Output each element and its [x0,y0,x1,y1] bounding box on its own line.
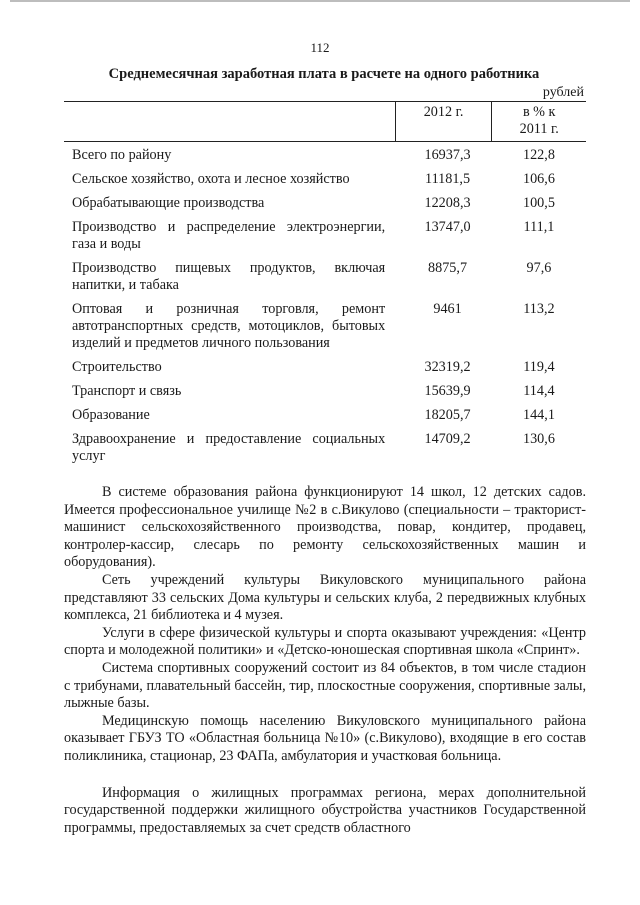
row-value-2012: 18205,7 [424,407,471,423]
row-label: Обрабатывающие производства [72,195,265,211]
body-paragraph: Медицинскую помощь населению Викуловского муниципального района оказывает ГБУЗ ТО «Областная больница №10» (с.Викулово), входящие в его состав поликлиника, стационар, 23 ФАПа, амбулатория и участковая больница. [64,712,586,764]
header-percent [492,102,586,142]
row-value-2012: 32319,2 [424,359,471,375]
row-label: Транспорт и связь [72,383,182,399]
top-edge-rule [10,0,630,2]
table-row [64,219,586,260]
body-paragraph: В системе образования района функционируют 14 школ, 12 детских садов. Имеется профессиональное училище №2 в с.Викулово (специальности – тракторист-машинист сельскохозяйственного производства, повар, кондитер, продавец, контролер-кассир, слесарь по ремонту сельскохозяйственных машин и оборудования). [64,484,586,571]
table-row [64,431,586,472]
row-label: Сельское хозяйство, охота и лесное хозяйство [72,171,350,187]
row-label: Образование [72,407,150,423]
salary-table [64,101,586,472]
table-row [64,171,586,195]
table-row [64,260,586,301]
row-label: Оптовая и розничная торговля, ремонт автотранспортных средств, мотоциклов, бытовых изделий и предметов личного пользования [72,301,386,351]
row-label: Производство пищевых продуктов, включая напитки, и табака [72,260,386,293]
row-percent-2011: 111,1 [523,219,555,235]
row-percent-2011: 130,6 [522,431,555,447]
page-number: 112 [310,40,330,55]
salary-table-container [64,101,586,472]
row-value-2012: 12208,3 [424,195,471,211]
table-row [64,359,586,383]
table-header-row [64,102,586,142]
row-percent-2011: 144,1 [522,407,555,423]
table-row [64,383,586,407]
table-row [64,407,586,431]
row-value-2012: 16937,3 [424,147,471,163]
row-value-2012: 11181,5 [425,171,471,187]
table-body [64,142,586,473]
body-paragraph: Информация о жилищных программах региона, мерах дополнительной государственной поддержки жилищного обустройства участников Государственной программы, предоставляемых за счет средств областного [64,784,586,836]
row-percent-2011: 119,4 [523,359,555,375]
table-units: рублей [542,85,584,100]
row-value-2012: 15639,9 [424,383,471,399]
row-percent-2011: 122,8 [522,147,555,163]
row-percent-2011: 106,6 [522,171,555,187]
body-text [64,484,586,837]
body-paragraph: Система спортивных сооружений состоит из 84 объектов, в том числе стадион с трибунами, плавательный бассейн, тир, плоскостные сооружения, спортивные залы, лыжные базы. [64,659,586,712]
table-row [64,142,586,172]
row-percent-2011: 114,4 [523,383,555,399]
header-percent-line2: 2011 г. [519,121,559,137]
row-value-2012: 8875,7 [428,260,468,276]
body-paragraph: Сеть учреждений культуры Викуловского муниципального района представляют 33 сельских Дома культуры и сельских клуба, 2 передвижных клубных комплекса, 21 библиотека и 4 музея. [64,571,586,624]
header-blank-cell [64,102,395,142]
table-title: Среднемесячная заработная плата в расчете на одного работника [108,66,540,82]
row-label: Строительство [72,359,162,375]
row-value-2012: 14709,2 [424,431,471,447]
row-label: Здравоохранение и предоставление социальных услуг [72,431,386,464]
body-paragraph: Услуги в сфере физической культуры и спорта оказывают учреждения: «Центр спорта и молодежной политики» и «Детско-юношеская спортивная школа «Спринт». [64,624,586,659]
row-percent-2011: 100,5 [522,195,555,211]
row-label: Всего по району [72,147,172,163]
row-value-2012: 9461 [433,301,462,317]
row-percent-2011: 97,6 [526,260,552,276]
row-value-2012: 13747,0 [424,219,471,235]
row-label: Производство и распределение электроэнергии, газа и воды [72,219,386,252]
header-year: 2012 г. [395,102,492,142]
table-row [64,195,586,219]
table-row [64,301,586,359]
row-percent-2011: 113,2 [523,301,555,317]
header-percent-line1: в % к [522,104,556,120]
